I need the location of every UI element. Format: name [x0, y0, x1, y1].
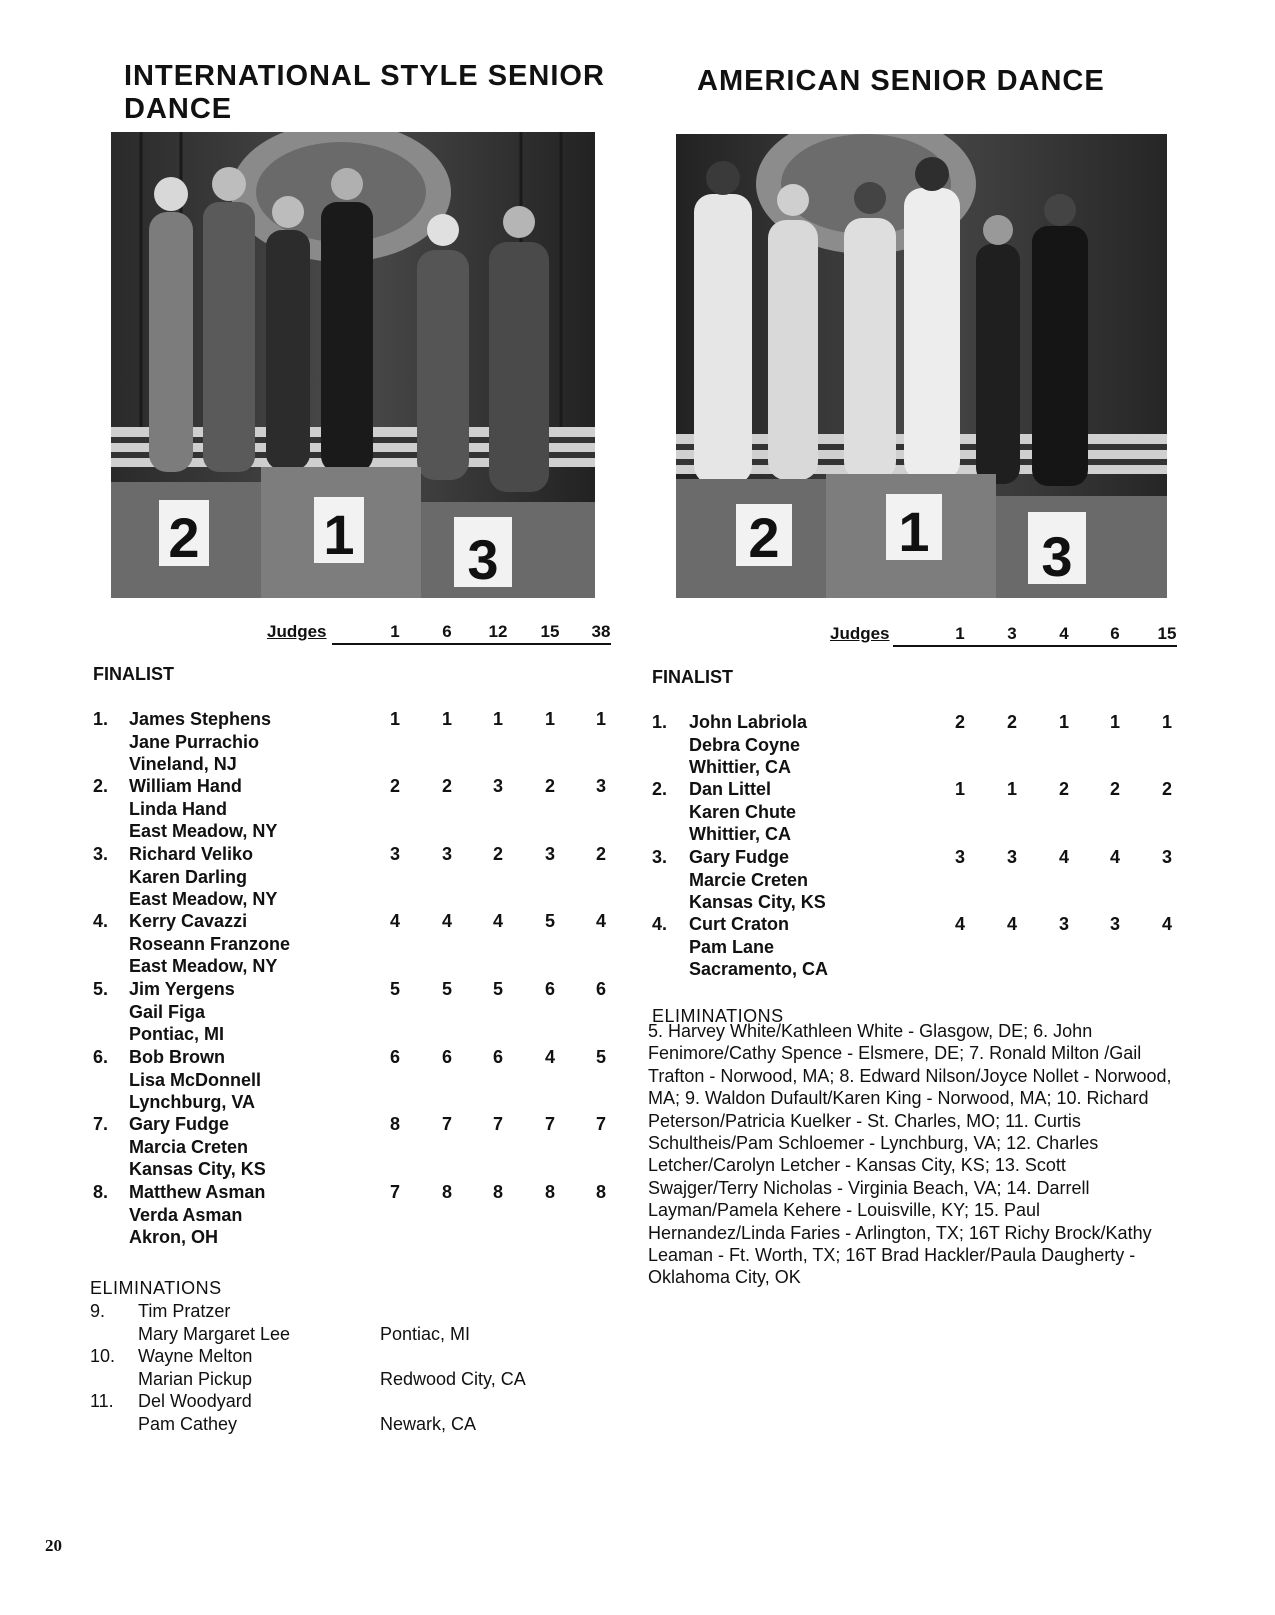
judge-number: 3 [1007, 624, 1017, 643]
finalist-score: 6 [595, 979, 606, 999]
finalist-name-1: Jim Yergens [129, 979, 235, 999]
finalist-score: 2 [1109, 779, 1120, 799]
finalist-score: 2 [492, 844, 503, 864]
finalist-rank: 3. [652, 847, 668, 867]
judge-number: 38 [591, 622, 611, 641]
finalist-city: Kansas City, KS [689, 892, 826, 912]
finalist-score: 7 [441, 1114, 452, 1134]
finalist-score: 7 [544, 1114, 555, 1134]
judge-number: 15 [1157, 624, 1177, 643]
elimination-rank: 11. [90, 1391, 114, 1411]
finalist-name-2: Karen Darling [129, 866, 248, 887]
finalist-score: 3 [492, 776, 503, 796]
elimination-name-2: Pam Cathey [138, 1413, 238, 1434]
finalist-score: 3 [595, 776, 606, 796]
finalist-score: 3 [954, 847, 965, 867]
podium-number-3-right: 3 [1041, 525, 1073, 588]
finalist-score: 2 [1058, 779, 1069, 799]
finalist-city: Whittier, CA [689, 757, 791, 777]
finalist-city: Pontiac, MI [129, 1024, 225, 1044]
eliminations-label-left: ELIMINATIONS [90, 1278, 222, 1298]
finalist-score: 2 [441, 776, 452, 796]
title-american-senior-dance: AMERICAN SENIOR DANCE [697, 65, 1105, 97]
judges-header-left [0, 622, 640, 642]
photo-international-podium [111, 132, 595, 598]
judge-number: 6 [1110, 624, 1120, 643]
finalist-rank: 4. [652, 914, 668, 934]
finalist-score: 8 [544, 1182, 555, 1202]
finalist-score: 4 [1161, 914, 1172, 934]
finalist-score: 1 [1058, 712, 1069, 732]
judge-number: 15 [540, 622, 560, 641]
finalist-name-2: Marcie Creten [689, 869, 809, 890]
finalist-score: 2 [595, 844, 606, 864]
elimination-name-2: Marian Pickup [138, 1368, 253, 1389]
finalist-name-1: Kerry Cavazzi [129, 911, 248, 931]
eliminations-label-right: ELIMINATIONS [652, 1006, 784, 1026]
finalist-score: 2 [544, 776, 555, 796]
finalist-score: 1 [1161, 712, 1172, 732]
finalist-name-1: John Labriola [689, 712, 808, 732]
finalist-name-1: Gary Fudge [689, 847, 790, 867]
finalist-score: 6 [389, 1047, 400, 1067]
finalist-score: 1 [544, 709, 555, 729]
finalist-score: 4 [492, 911, 503, 931]
finalist-rank: 5. [93, 979, 109, 999]
finalist-score: 1 [1006, 779, 1017, 799]
finalist-name-1: James Stephens [129, 709, 272, 729]
finalist-name-1: Matthew Asman [129, 1182, 266, 1202]
finalist-score: 4 [1006, 914, 1017, 934]
finalist-name-2: Verda Asman [129, 1204, 243, 1225]
finalist-rank: 2. [93, 776, 109, 796]
podium-number-1-right: 1 [898, 500, 930, 563]
title-international-senior-dance: INTERNATIONAL STYLE SENIOR DANCE [124, 60, 605, 125]
finalist-score: 3 [441, 844, 452, 864]
judges-label: Judges [830, 624, 890, 643]
podium-number-2-left: 2 [168, 506, 200, 569]
judge-number: 12 [488, 622, 508, 641]
finalist-score: 5 [441, 979, 452, 999]
finalist-score: 4 [544, 1047, 555, 1067]
finalist-city: Vineland, NJ [129, 754, 237, 774]
finalist-name-2: Linda Hand [129, 798, 227, 819]
finalist-city: East Meadow, NY [129, 889, 278, 909]
finalist-score: 4 [389, 911, 400, 931]
finalist-score: 3 [1109, 914, 1120, 934]
finalist-score: 2 [1006, 712, 1017, 732]
finalist-city: East Meadow, NY [129, 956, 278, 976]
finalist-score: 3 [1058, 914, 1069, 934]
finalist-label-right: FINALIST [652, 667, 733, 687]
finalist-score: 6 [544, 979, 555, 999]
finalist-name-2: Debra Coyne [689, 734, 801, 755]
finalist-score: 7 [389, 1182, 400, 1202]
podium-number-1-left: 1 [323, 503, 355, 566]
finalist-name-1: Bob Brown [129, 1047, 225, 1067]
finalist-rank: 3. [93, 844, 109, 864]
finalist-score: 5 [544, 911, 555, 931]
finalist-score: 1 [389, 709, 400, 729]
finalist-score: 4 [595, 911, 606, 931]
finalist-name-1: Gary Fudge [129, 1114, 230, 1134]
page-number: 20 [45, 1536, 62, 1555]
elimination-name-1: Del Woodyard [138, 1391, 252, 1411]
finalist-score: 1 [595, 709, 606, 729]
finalist-score: 2 [954, 712, 965, 732]
finalist-name-2: Lisa McDonnell [129, 1069, 262, 1090]
finalist-score: 2 [1161, 779, 1172, 799]
finalist-city: East Meadow, NY [129, 821, 278, 841]
finalist-score: 3 [389, 844, 400, 864]
judge-number: 1 [390, 622, 400, 641]
finalist-score: 8 [595, 1182, 606, 1202]
finalist-score: 3 [1161, 847, 1172, 867]
finalist-score: 4 [1109, 847, 1120, 867]
finalist-score: 2 [389, 776, 400, 796]
finalist-rank: 1. [652, 712, 668, 732]
finalist-score: 5 [492, 979, 503, 999]
elimination-name-1: Tim Pratzer [138, 1301, 231, 1321]
elimination-rank: 10. [90, 1346, 116, 1366]
finalist-score: 4 [441, 911, 452, 931]
finalist-score: 1 [954, 779, 965, 799]
finalist-name-2: Pam Lane [689, 936, 775, 957]
judges-label: Judges [267, 622, 327, 641]
judges-rule [332, 643, 611, 645]
finalist-name-2: Karen Chute [689, 801, 797, 822]
finalist-city: Whittier, CA [689, 824, 791, 844]
finalist-score: 8 [389, 1114, 400, 1134]
elimination-name-1: Wayne Melton [138, 1346, 253, 1366]
finalist-score: 1 [1109, 712, 1120, 732]
judge-number: 1 [955, 624, 965, 643]
judge-number: 6 [442, 622, 452, 641]
finalist-score: 6 [492, 1047, 503, 1067]
finalist-score: 7 [595, 1114, 606, 1134]
finalist-rank: 8. [93, 1182, 109, 1202]
finalist-score: 8 [441, 1182, 452, 1202]
finalist-score: 4 [1058, 847, 1069, 867]
finalist-name-2: Jane Purrachio [129, 731, 260, 752]
finalist-score: 1 [441, 709, 452, 729]
finalist-name-1: Curt Craton [689, 914, 789, 934]
finalist-score: 6 [441, 1047, 452, 1067]
judges-header-right [640, 624, 1260, 644]
podium-number-2-right: 2 [748, 506, 780, 569]
finalist-name-2: Marcia Creten [129, 1136, 249, 1157]
elimination-city: Newark, CA [380, 1413, 477, 1434]
elimination-rank: 9. [90, 1301, 106, 1321]
finalist-score: 1 [492, 709, 503, 729]
finalist-score: 5 [389, 979, 400, 999]
finalist-rank: 6. [93, 1047, 109, 1067]
finalist-city: Akron, OH [129, 1227, 219, 1247]
photo-american-podium [676, 134, 1167, 598]
finalist-label-left: FINALIST [93, 664, 174, 684]
elimination-city: Redwood City, CA [380, 1368, 526, 1389]
finalist-name-2: Roseann Franzone [129, 933, 291, 954]
finalist-rank: 4. [93, 911, 109, 931]
finalist-name-1: Richard Veliko [129, 844, 254, 864]
finalist-city: Lynchburg, VA [129, 1092, 255, 1112]
finalist-score: 7 [492, 1114, 503, 1134]
podium-number-3-left: 3 [467, 528, 499, 591]
judges-rule [893, 645, 1177, 647]
eliminations-text-right: 5. Harvey White/Kathleen White - Glasgow, DE; 6. John Fenimore/Cathy Spence - Elsmere, DE; 7. Ronald Milton /Gail Trafton - Norwood, MA; 8. Edward Nilson/Joyce Nollet - Norwood, MA; 9. Waldon Dufault/Karen King - Norwood, MA; 10. Richard Peterson/Patricia Kuelker - St. Charles, MO; 11. Curtis Schultheis/Pam Schloemer - Lynchburg, VA; 12. Charles Letcher/Carolyn Letcher - Kansas City, KS; 13. Scott Swajger/Terry Nicholas - Virginia Beach, VA; 14. Darrell Layman/Pamela Kehere - Louisville, KY; 15. Paul Hernandez/Linda Faries - Arlington, TX; 16T Richy Brock/Kathy Leaman - Ft. Worth, TX; 16T Brad Hackler/Paula Daugherty - Oklahoma City, OK [648, 1021, 1172, 1288]
finalist-rank: 2. [652, 779, 668, 799]
finalist-score: 3 [544, 844, 555, 864]
finalist-rank: 1. [93, 709, 109, 729]
finalist-rank: 7. [93, 1114, 109, 1134]
finalist-score: 4 [954, 914, 965, 934]
finalist-name-2: Gail Figa [129, 1001, 206, 1022]
finalist-score: 5 [595, 1047, 606, 1067]
elimination-city: Pontiac, MI [380, 1323, 471, 1344]
finalist-city: Sacramento, CA [689, 959, 829, 979]
finalist-score: 3 [1006, 847, 1017, 867]
elimination-name-2: Mary Margaret Lee [138, 1323, 291, 1344]
finalist-city: Kansas City, KS [129, 1159, 266, 1179]
finalist-score: 8 [492, 1182, 503, 1202]
finalist-name-1: William Hand [129, 776, 242, 796]
finalist-name-1: Dan Littel [689, 779, 772, 799]
judge-number: 4 [1059, 624, 1069, 643]
